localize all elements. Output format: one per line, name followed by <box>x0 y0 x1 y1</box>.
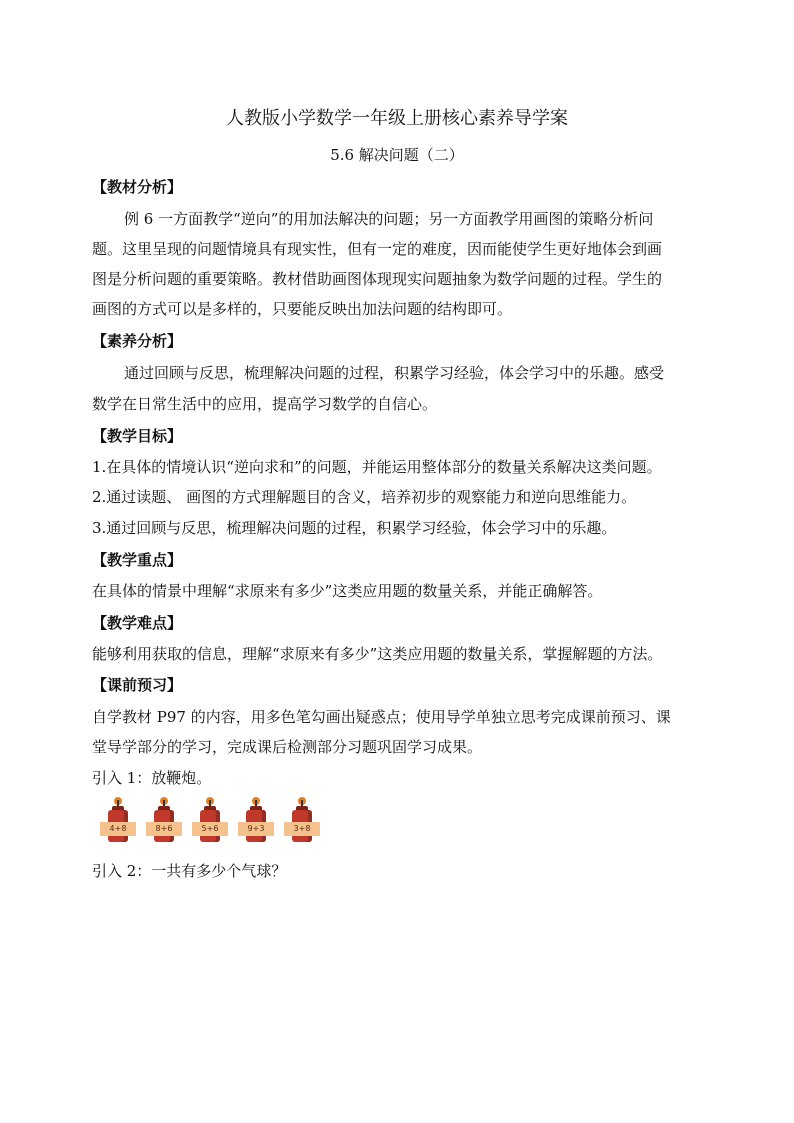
intro-1-text: 引入 1：放鞭炮。 <box>92 769 212 787</box>
firecracker-row <box>104 800 334 844</box>
firecracker-label: 4+8 <box>100 822 136 836</box>
paragraph-line: 图是分析问题的重要策略。教材借助画图体现现实问题抽象为数学问题的过程。学生的 <box>92 270 663 288</box>
firecracker-label: 9+3 <box>238 822 274 836</box>
document-subtitle: 5.6 解决问题（二） <box>330 146 464 164</box>
intro-2-text: 引入 2：一共有多少个气球？ <box>92 862 287 880</box>
key-points-text: 在具体的情景中理解“求原来有多少”这类应用题的数量关系，并能正确解答。 <box>92 582 603 600</box>
goal-item: 2.通过读题、 画图的方式理解题目的含义，培养初步的观察能力和逆向思维能力。 <box>92 488 637 506</box>
firecracker-label: 3+8 <box>284 822 320 836</box>
paragraph-line: 题。这里呈现的问题情境具有现实性，但有一定的难度，因而能使学生更好地体会到画 <box>92 240 663 258</box>
section-heading-literacy-analysis: 【素养分析】 <box>92 332 183 350</box>
section-heading-textbook-analysis: 【教材分析】 <box>92 178 183 196</box>
paragraph-line: 堂导学部分的学习，完成课后检测部分习题巩固学习成果。 <box>92 738 483 756</box>
firecracker <box>150 800 178 844</box>
firecracker <box>196 800 224 844</box>
firecracker-label: 5+6 <box>192 822 228 836</box>
section-heading-teaching-goals: 【教学目标】 <box>92 427 183 445</box>
paragraph-line: 数学在日常生活中的应用，提高学习数学的自信心。 <box>92 395 438 413</box>
difficulties-text: 能够利用获取的信息，理解“求原来有多少”这类应用题的数量关系，掌握解题的方法。 <box>92 645 663 663</box>
document-title: 人教版小学数学一年级上册核心素养导学案 <box>226 108 568 129</box>
firecracker <box>104 800 132 844</box>
section-heading-key-points: 【教学重点】 <box>92 551 183 569</box>
goal-item: 3.通过回顾与反思，梳理解决问题的过程，积累学习经验，体会学习中的乐趣。 <box>92 519 617 537</box>
firecracker <box>288 800 316 844</box>
paragraph-line: 通过回顾与反思，梳理解决问题的过程，积累学习经验，体会学习中的乐趣。感受 <box>124 364 665 382</box>
paragraph-line: 自学教材 P97 的内容，用多色笔勾画出疑惑点；使用导学单独立思考完成课前预习、课 <box>92 708 671 726</box>
section-heading-preview: 【课前预习】 <box>92 676 183 694</box>
paragraph-line: 画图的方式可以是多样的，只要能反映出加法问题的结构即可。 <box>92 300 513 318</box>
section-heading-difficulties: 【教学难点】 <box>92 614 183 632</box>
firecracker <box>242 800 270 844</box>
goal-item: 1.在具体的情境认识“逆向求和”的问题，并能运用整体部分的数量关系解决这类问题。 <box>92 458 662 476</box>
firecracker-label: 8+6 <box>146 822 182 836</box>
paragraph-line: 例 6 一方面教学“逆向”的用加法解决的问题；另一方面教学用画图的策略分析问 <box>124 210 654 228</box>
